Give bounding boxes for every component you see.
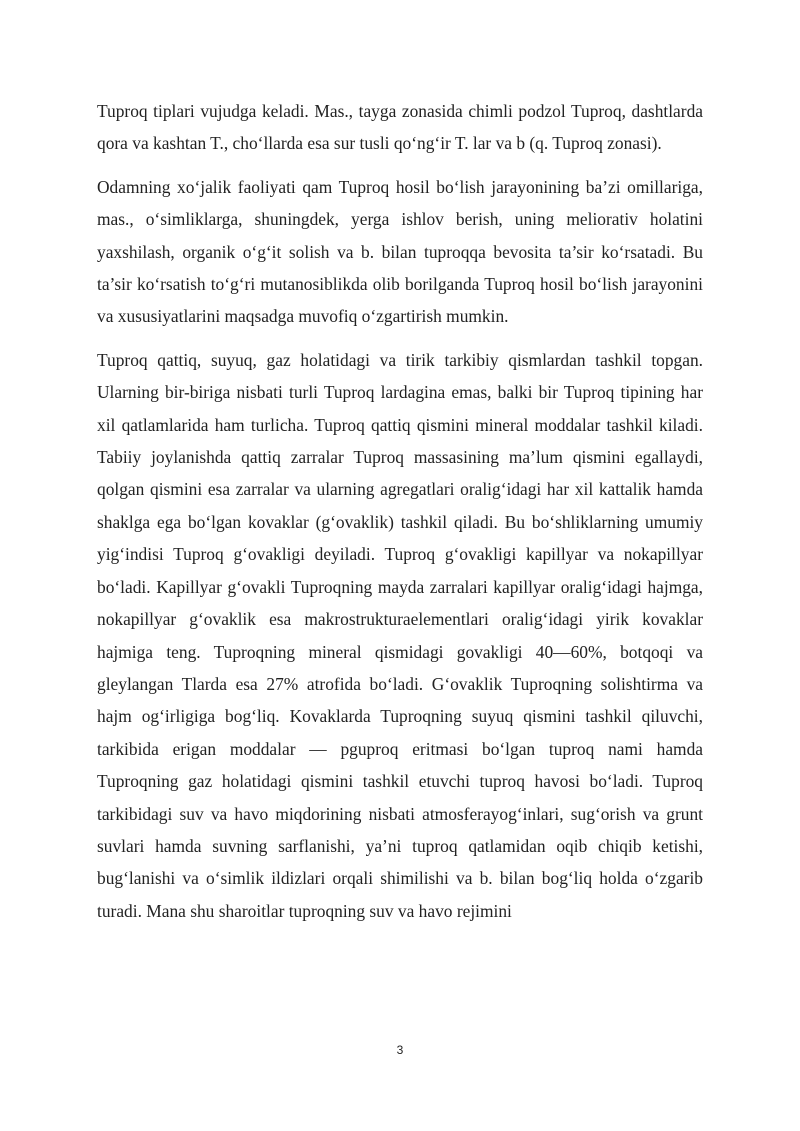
paragraph-1: Tuproq tiplari vujudga keladi. Mas., tayga zonasida chimli podzol Tuproq, dashtlarda qora va kashtan T., cho‘llarda esa sur tusli qo‘ng‘ir T. lar va b (q. Tuproq zonasi).: [97, 101, 703, 154]
text-column: [97, 95, 703, 938]
paragraph-3: Tuproq qattiq, suyuq, gaz holatidagi va tirik tarkibiy qismlardan tashkil topgan. Ularning bir-biriga nisbati turli Tuproq lardagina emas, balki bir Tuproq tipining har xil qatlamlarida ham turlicha. Tuproq qattiq qismini mineral moddalar tashkil kiladi. Tabiiy joylanishda qattiq zarralar Tuproq massasining ma’lum qismini egallaydi, qolgan qismini esa zarralar va ularning agregatlari oralig‘idagi har xil kattalik hamda shaklga ega bo‘lgan kovaklar (g‘ovaklik) tashkil qiladi. Bu bo‘shliklarning umumiy yig‘indisi Tuproq g‘ovakligi deyiladi. Tuproq g‘ovakligi kapillyar va nokapillyar bo‘ladi. Kapillyar g‘ovakli Tuproqning mayda zarralari kapillyar oralig‘idagi hajmga, nokapillyar g‘ovaklik esa makrostrukturaelementlari oralig‘idagi yirik kovaklar hajmiga teng. Tuproqning mineral qismidagi govakligi 40—60%, botqoqi va gleylangan Tlarda esa 27% atrofida bo‘ladi. G‘ovaklik Tuproqning solishtirma va hajm og‘irligiga bog‘liq. Kovaklarda Tuproqning suyuq qismini tashkil qiluvchi, tarkibida erigan moddalar — pguproq eritmasi bo‘lgan tuproq nami hamda Tuproqning gaz holatidagi qismini tashkil etuvchi tuproq havosi bo‘ladi. Tuproq tarkibidagi suv va havo miqdorining nisbati atmosferayog‘inlari, sug‘orish va grunt suvlari hamda suvning sarflanishi, ya’ni tuproq qatlamidan oqib chiqib ketishi, bug‘lanishi va o‘simlik ildizlari orqali shimilishi va b. bilan bog‘liq holda o‘zgarib turadi. Mana shu sharoitlar tuproqning suv va havo rejimini: [97, 349, 703, 921]
paragraph-2: Odamning xo‘jalik faoliyati qam Tuproq hosil bo‘lish jarayonining ba’zi omillariga, mas., o‘simliklarga, shuningdek, yerga ishlov berish, uning meliorativ holatini yaxshilash, organik o‘g‘it solish va b. bilan tuproqqa bevosita ta’sir ko‘rsatadi. Bu ta’sir ko‘rsatish to‘g‘ri mutanosiblikda olib borilganda Tuproq hosil bo‘lish jarayonini va xususiyatlarini maqsadga muvofiq o‘zgartirish mumkin.: [97, 176, 703, 327]
page-number: 3: [396, 1043, 404, 1057]
